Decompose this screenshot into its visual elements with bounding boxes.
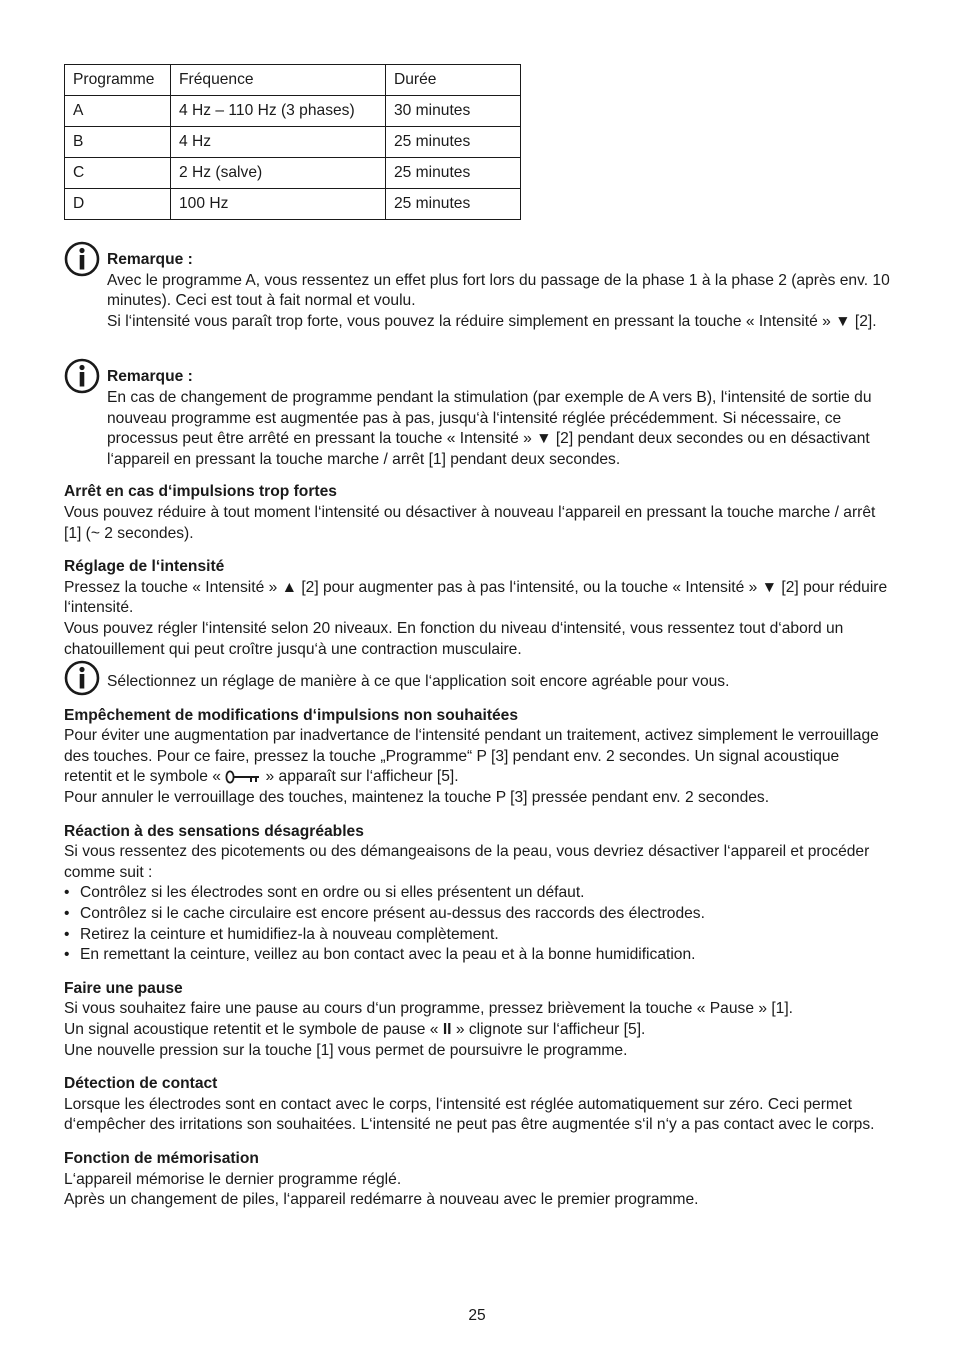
pause-symbol: II — [442, 1021, 452, 1038]
section-title: Fonction de mémorisation — [64, 1149, 259, 1167]
section-title: Réaction à des sensations désagréables — [64, 822, 364, 840]
table-row — [65, 189, 521, 220]
table-cell: B — [65, 127, 171, 158]
table-header-cell: Durée — [386, 65, 521, 96]
section-title: Détection de contact — [64, 1075, 218, 1093]
section-text: Lorsque les électrodes sont en contact avec le corps, l‘intensité est réglée automatiquement sur zéro. Ceci permet d‘empêcher des irritations son souhaitées. L‘intensité ne peut pas être augmentée s‘il n‘y a pas contact avec le corps. — [64, 1095, 875, 1134]
note-program-change — [64, 367, 890, 470]
section-text: Une nouvelle pression sur la touche [1] vous permet de poursuivre le programme. — [64, 1041, 628, 1059]
bullet-list — [64, 883, 890, 965]
note-text: Avec le programme A, vous ressentez un effet plus fort lors du passage de la phase 1 à la phase 2 (après env. 10 minutes). Ceci est tout à fait normal et voulu. — [107, 271, 890, 310]
table-cell: 25 minutes — [386, 127, 521, 158]
section-reaction — [64, 822, 890, 966]
table-header-row — [65, 65, 521, 96]
note-title: Remarque : — [107, 368, 193, 386]
table-cell: 30 minutes — [386, 96, 521, 127]
table-row — [65, 127, 521, 158]
list-item: • Retirez la ceinture et humidifiez-la à nouveau complètement. — [64, 925, 890, 946]
section-text: Pressez la touche « Intensité » ▲ [2] pour augmenter pas à pas l‘intensité, ou la touche « Intensité » ▼ [2] pour réduire l‘intensité. — [64, 578, 888, 617]
list-item: • Contrôlez si le cache circulaire est encore présent au-dessus des raccords des électrodes. — [64, 904, 890, 925]
table-row — [65, 96, 521, 127]
table-cell: A — [65, 96, 171, 127]
section-text: Pour annuler le verrouillage des touches, maintenez la touche P [3] pressée pendant env. 2 secondes. — [64, 789, 770, 807]
section-detection — [64, 1074, 890, 1136]
info-icon — [64, 241, 100, 277]
program-table — [64, 64, 521, 220]
section-text: Si vous ressentez des picotements ou des démangeaisons de la peau, vous devriez désactiver l‘appareil et procéder comme suit : — [64, 843, 870, 881]
list-item: • En remettant la ceinture, veillez au bon contact avec la peau et à la bonne humidification. — [64, 945, 890, 966]
section-pause — [64, 979, 890, 1061]
table-cell: 4 Hz — [171, 127, 386, 158]
table-cell: D — [65, 189, 171, 220]
table-cell: 4 Hz – 110 Hz (3 phases) — [171, 96, 386, 127]
key-lock-icon — [225, 770, 261, 784]
section-empechement — [64, 706, 890, 809]
note-text: Sélectionnez un réglage de manière à ce que l‘application soit encore agréable pour vous. — [107, 673, 730, 691]
list-item: • Contrôlez si les électrodes sont en ordre ou si elles présentent un défaut. — [64, 883, 890, 904]
text-run: Un signal acoustique retentit et le symbole de pause « — [64, 1021, 443, 1038]
note-text: Si l‘intensité vous paraît trop forte, vous pouvez la réduire simplement en pressant la touche « Intensité » ▼ [2]. — [107, 312, 877, 330]
section-text: L‘appareil mémorise le dernier programme réglé. — [64, 1170, 402, 1188]
section-text: Si vous souhaitez faire une pause au cours d‘un programme, pressez brièvement la touche « Pause » [1]. — [64, 1000, 793, 1018]
text-run: » clignote sur l‘afficheur [5]. — [451, 1021, 646, 1038]
section-text: Après un changement de piles, l‘appareil redémarre à nouveau avec le premier programme. — [64, 1191, 699, 1209]
section-reglage — [64, 557, 890, 660]
section-memorisation — [64, 1149, 890, 1211]
section-arret — [64, 482, 890, 544]
table-cell: 100 Hz — [171, 189, 386, 220]
note-comfort — [64, 672, 890, 693]
section-text: Vous pouvez régler l‘intensité selon 20 niveaux. En fonction du niveau d‘intensité, vous ressentez tout d‘abord un chatouillement qui peut croître jusqu‘à une contraction musculaire. — [64, 619, 844, 658]
table-cell: 2 Hz (salve) — [171, 158, 386, 189]
section-title: Réglage de l‘intensité — [64, 558, 225, 576]
document-page — [64, 64, 890, 1211]
section-text — [64, 726, 890, 788]
text-run: » apparaît sur l‘afficheur [5]. — [261, 768, 459, 786]
section-text — [64, 1020, 890, 1041]
section-text: Vous pouvez réduire à tout moment l‘intensité ou désactiver à nouveau l‘appareil en pressant la touche marche / arrêt [1] (~ 2 secondes). — [64, 503, 876, 542]
table-header-cell: Fréquence — [171, 65, 386, 96]
table-cell: 25 minutes — [386, 189, 521, 220]
table-row — [65, 158, 521, 189]
section-title: Arrêt en cas d‘impulsions trop fortes — [64, 483, 337, 501]
info-icon — [64, 358, 100, 394]
note-program-a — [64, 250, 890, 332]
table-header-cell: Programme — [65, 65, 171, 96]
text-run: Pour éviter une augmentation par inadvertance de l‘intensité pendant un traitement, activez simplement le verrouillage des touches. Pour ce faire, pressez la touche „Programme“ P [3] pendant env. 2 secondes. Un signal acoustique retentit et le symbole « — [64, 727, 879, 786]
info-icon — [64, 660, 100, 696]
note-text: En cas de changement de programme pendant la stimulation (par exemple de A vers B), l‘intensité de sortie du nouveau programme est augmentée pas à pas, jusqu‘à l‘intensité réglée précédemment. Si nécessaire, ce processus peut être arrêté en pressant la touche « Intensité » ▼ [2] pendant deux secondes ou en désactivant l‘appareil en pressant la touche marche / arrêt [1] pendant deux secondes. — [107, 388, 872, 468]
section-title: Faire une pause — [64, 979, 183, 997]
table-cell: 25 minutes — [386, 158, 521, 189]
note-title: Remarque : — [107, 251, 193, 268]
page-number: 25 — [468, 1307, 486, 1324]
section-title: Empêchement de modifications d‘impulsions non souhaitées — [64, 706, 519, 724]
table-cell: C — [65, 158, 171, 189]
